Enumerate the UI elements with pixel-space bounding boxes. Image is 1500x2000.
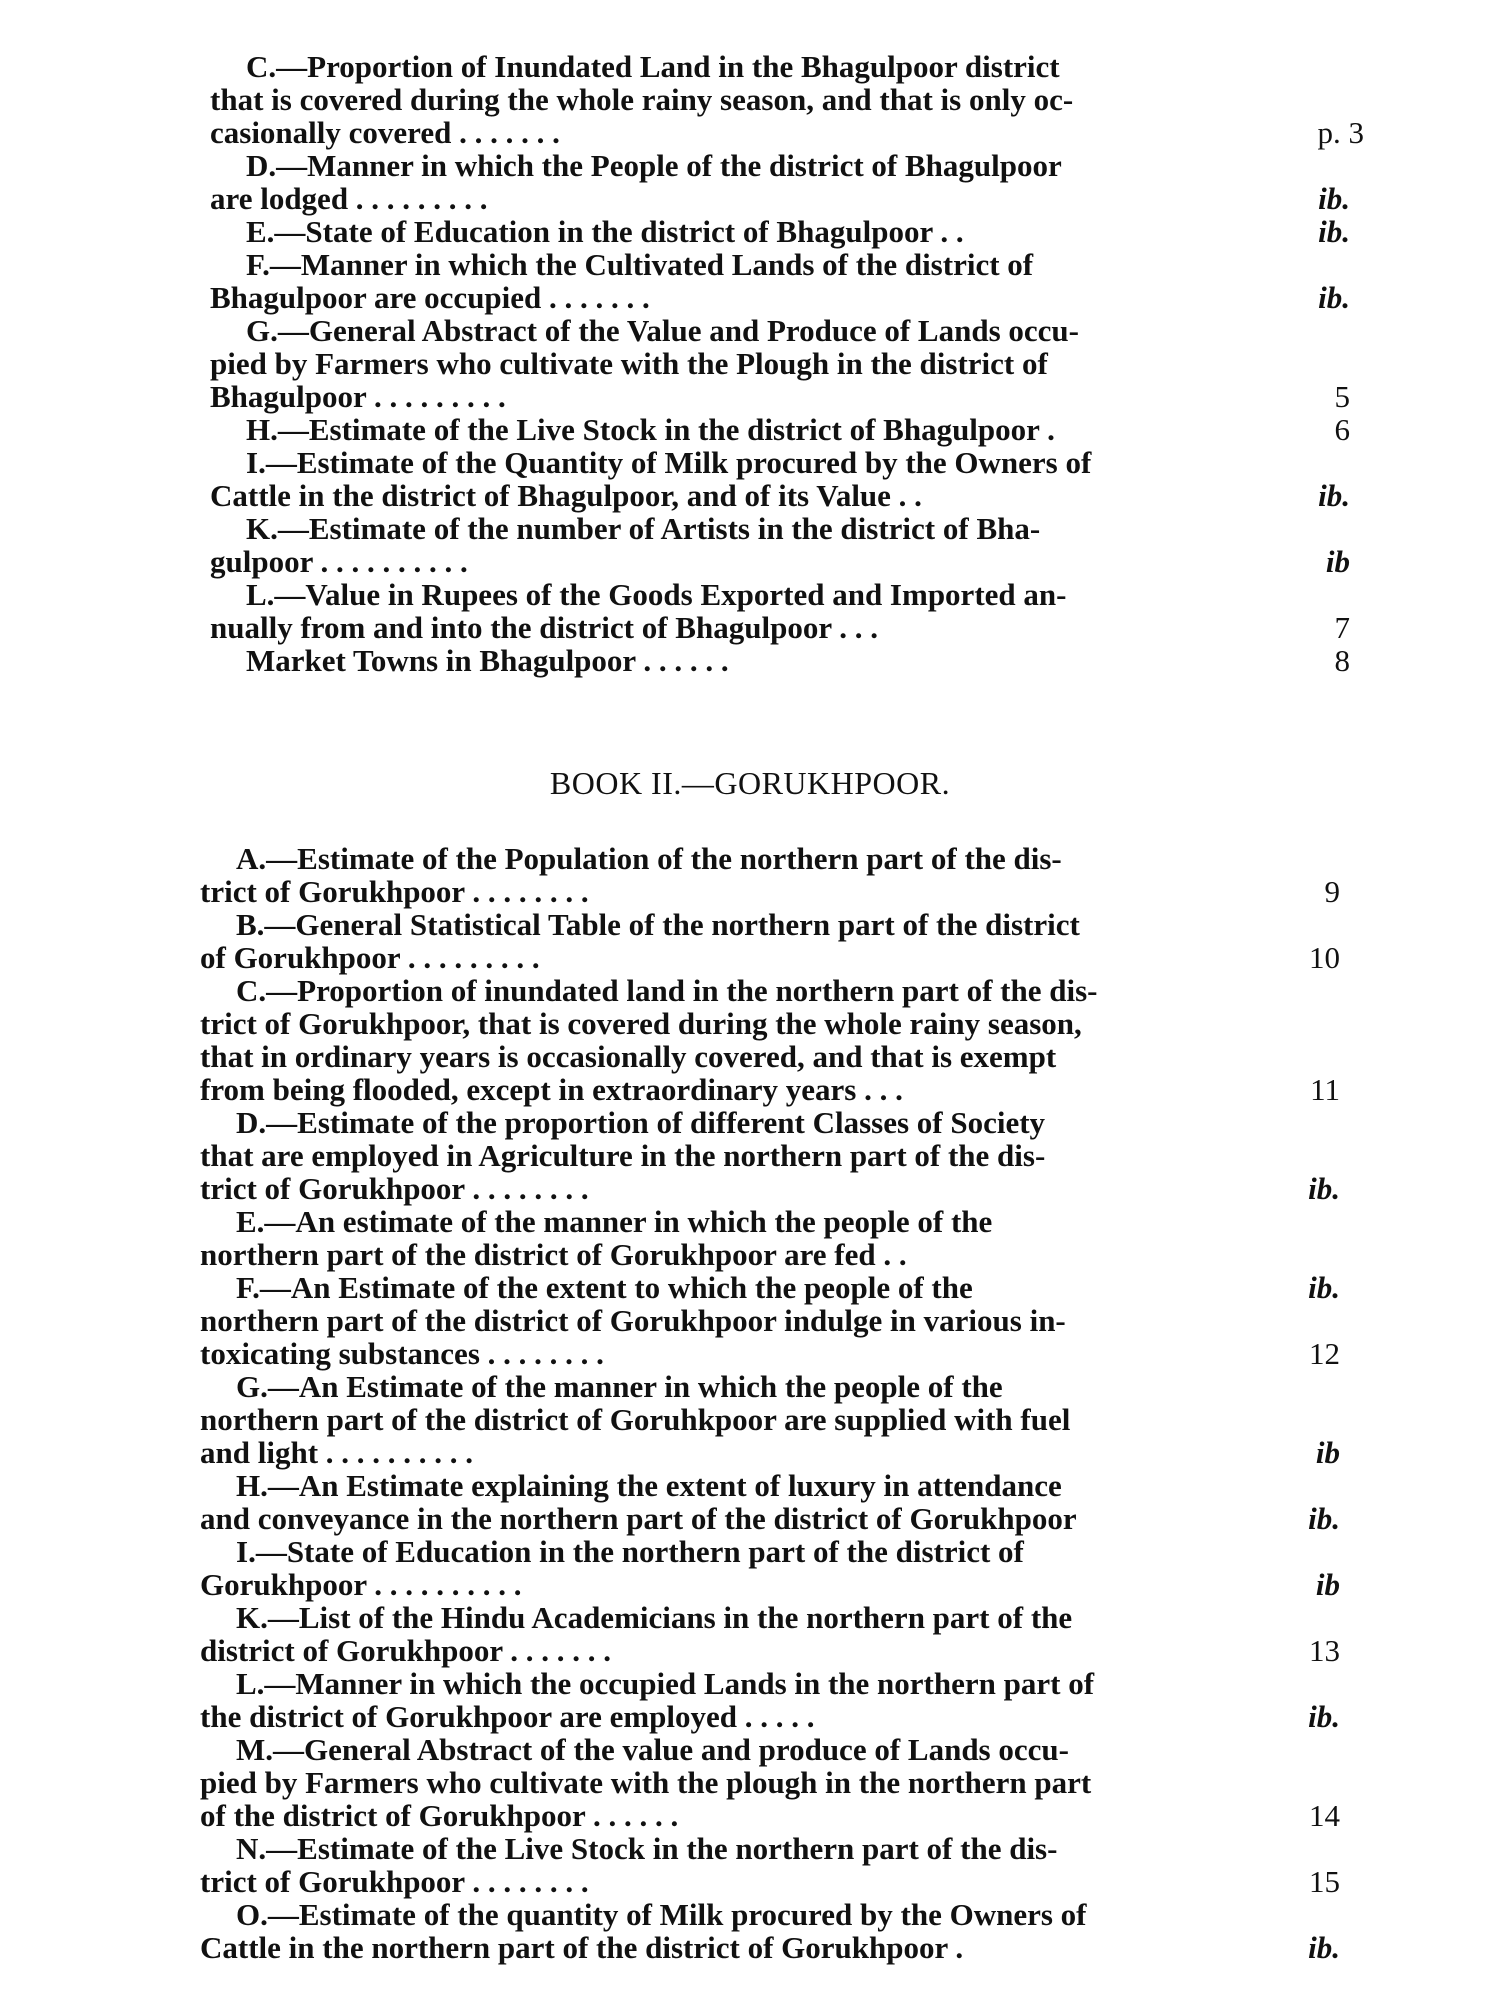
- page-number: 7: [1334, 610, 1350, 645]
- entry-line: Bhagulpoor are occupied . . . . . . .: [210, 280, 650, 315]
- page-number: 12: [1309, 1336, 1340, 1371]
- book2-list: [200, 842, 1340, 1964]
- list-item: [200, 1667, 1340, 1733]
- page-number: 6: [1334, 412, 1350, 447]
- page-number: ib: [1315, 1567, 1340, 1602]
- entry-line: northern part of the district of Gorukhpoor indulge in various in-: [200, 1303, 1066, 1338]
- entry-line: M.—General Abstract of the value and produce of Lands occu-: [236, 1732, 1069, 1767]
- entry-line: C.—Proportion of inundated land in the northern part of the dis-: [236, 973, 1098, 1008]
- page-number: ib.: [1318, 181, 1350, 216]
- entry-line: are lodged . . . . . . . . .: [210, 181, 488, 216]
- entry-line: of the district of Gorukhpoor . . . . . .: [200, 1798, 679, 1833]
- entry-line: that is covered during the whole rainy season, and that is only oc-: [210, 82, 1074, 117]
- entry-line: that are employed in Agriculture in the northern part of the dis-: [200, 1138, 1046, 1173]
- entry-line: G.—General Abstract of the Value and Produce of Lands occu-: [246, 313, 1079, 348]
- page-number: 11: [1310, 1072, 1340, 1107]
- list-item: [200, 1106, 1340, 1205]
- entry-line: pied by Farmers who cultivate with the plough in the northern part: [200, 1765, 1092, 1800]
- page-number: ib.: [1308, 1930, 1340, 1965]
- list-item: [200, 1205, 1340, 1271]
- list-item: [210, 644, 1350, 677]
- list-item: [210, 578, 1350, 644]
- entry-line: D.—Manner in which the People of the district of Bhagulpoor: [246, 148, 1062, 183]
- list-item: [200, 1898, 1340, 1964]
- entry-line: trict of Gorukhpoor . . . . . . . .: [200, 1864, 589, 1899]
- list-item: [210, 49, 1364, 150]
- page-number: 9: [1324, 874, 1340, 909]
- list-item: [200, 842, 1340, 908]
- entry-line: A.—Estimate of the Population of the northern part of the dis-: [236, 841, 1062, 876]
- entry-line: northern part of the district of Gorukhpoor are fed . .: [200, 1237, 907, 1272]
- entry-line: from being flooded, except in extraordinary years . . .: [200, 1072, 903, 1107]
- page-number: 15: [1309, 1864, 1340, 1899]
- entry-line: B.—General Statistical Table of the northern part of the district: [236, 907, 1080, 942]
- list-item: [210, 314, 1350, 413]
- page-number: ib: [1325, 544, 1350, 579]
- entry-line: casionally covered . . . . . . .: [210, 115, 560, 150]
- page-number: p. 3: [1317, 115, 1364, 150]
- entry-line: E.—An estimate of the manner in which the people of the: [236, 1204, 993, 1239]
- entry-line: I.—Estimate of the Quantity of Milk procured by the Owners of: [246, 445, 1092, 480]
- book1-list: [210, 49, 1364, 678]
- page-number: 14: [1309, 1798, 1340, 1833]
- list-item: [200, 1370, 1340, 1469]
- page-number: 10: [1309, 940, 1340, 975]
- entry-line: C.—Proportion of Inundated Land in the Bhagulpoor district: [246, 49, 1060, 84]
- list-item: [200, 1832, 1340, 1898]
- list-item: [200, 1469, 1340, 1535]
- page-number: 8: [1334, 643, 1350, 678]
- entry-line: trict of Gorukhpoor, that is covered during the whole rainy season,: [200, 1006, 1082, 1041]
- entry-line: F.—An Estimate of the extent to which the people of the: [236, 1270, 973, 1305]
- list-item: [200, 1733, 1340, 1832]
- list-item: [210, 149, 1350, 215]
- entry-line: Market Towns in Bhagulpoor . . . . . .: [246, 643, 729, 678]
- entry-line: toxicating substances . . . . . . . .: [200, 1336, 604, 1371]
- list-item: [200, 974, 1340, 1106]
- entry-line: trict of Gorukhpoor . . . . . . . .: [200, 874, 589, 909]
- entry-line: the district of Gorukhpoor are employed . . . . .: [200, 1699, 815, 1734]
- page-number: ib.: [1318, 478, 1350, 513]
- page-number: 5: [1334, 379, 1350, 414]
- entry-line: that in ordinary years is occasionally covered, and that is exempt: [200, 1039, 1057, 1074]
- entry-line: pied by Farmers who cultivate with the Plough in the district of: [210, 346, 1048, 381]
- entry-line: and conveyance in the northern part of the district of Gorukhpoor: [200, 1501, 1077, 1536]
- page-number: ib.: [1308, 1171, 1340, 1206]
- entry-line: E.—State of Education in the district of Bhagulpoor . .: [246, 214, 964, 249]
- entry-line: H.—An Estimate explaining the extent of luxury in attendance: [236, 1468, 1062, 1503]
- entry-line: and light . . . . . . . . . .: [200, 1435, 474, 1470]
- entry-line: L.—Value in Rupees of the Goods Exported and Imported an-: [246, 577, 1067, 612]
- list-item: [200, 908, 1340, 974]
- page-number: ib.: [1308, 1270, 1340, 1305]
- entry-line: G.—An Estimate of the manner in which the people of the: [236, 1369, 1003, 1404]
- entry-line: nually from and into the district of Bhagulpoor . . .: [210, 610, 879, 645]
- entry-line: D.—Estimate of the proportion of different Classes of Society: [236, 1105, 1046, 1140]
- entry-line: Cattle in the northern part of the district of Gorukhpoor .: [200, 1930, 964, 1965]
- entry-line: Bhagulpoor . . . . . . . . .: [210, 379, 506, 414]
- page-number: ib.: [1308, 1501, 1340, 1536]
- list-item: [200, 1601, 1340, 1667]
- entry-line: gulpoor . . . . . . . . . .: [210, 544, 468, 579]
- list-item: [210, 512, 1350, 578]
- entry-line: Gorukhpoor . . . . . . . . . .: [200, 1567, 522, 1602]
- page-number: 13: [1309, 1633, 1340, 1668]
- entry-line: trict of Gorukhpoor . . . . . . . .: [200, 1171, 589, 1206]
- list-item: [210, 446, 1350, 512]
- entry-line: Cattle in the district of Bhagulpoor, and of its Value . .: [210, 478, 922, 513]
- page-number: ib.: [1318, 280, 1350, 315]
- page-number: ib.: [1318, 214, 1350, 249]
- entry-line: K.—Estimate of the number of Artists in the district of Bha-: [246, 511, 1041, 546]
- page-number: ib: [1315, 1435, 1340, 1470]
- entry-line: district of Gorukhpoor . . . . . . .: [200, 1633, 612, 1668]
- entry-line: N.—Estimate of the Live Stock in the northern part of the dis-: [236, 1831, 1058, 1866]
- list-item: [210, 215, 1350, 248]
- entry-line: F.—Manner in which the Cultivated Lands of the district of: [246, 247, 1034, 282]
- section-heading: BOOK II.—GORUKHPOOR.: [549, 765, 951, 801]
- entry-line: I.—State of Education in the northern part of the district of: [236, 1534, 1024, 1569]
- entry-line: L.—Manner in which the occupied Lands in the northern part of: [236, 1666, 1095, 1701]
- entry-line: northern part of the district of Goruhkpoor are supplied with fuel: [200, 1402, 1071, 1437]
- entry-line: H.—Estimate of the Live Stock in the district of Bhagulpoor .: [246, 412, 1055, 447]
- entry-line: of Gorukhpoor . . . . . . . . .: [200, 940, 540, 975]
- entry-line: O.—Estimate of the quantity of Milk procured by the Owners of: [236, 1897, 1087, 1932]
- list-item: [200, 1535, 1340, 1601]
- list-item: [200, 1271, 1340, 1370]
- list-item: [210, 248, 1350, 314]
- page-number: ib.: [1308, 1699, 1340, 1734]
- list-item: [210, 413, 1350, 446]
- entry-line: K.—List of the Hindu Academicians in the northern part of the: [236, 1600, 1073, 1635]
